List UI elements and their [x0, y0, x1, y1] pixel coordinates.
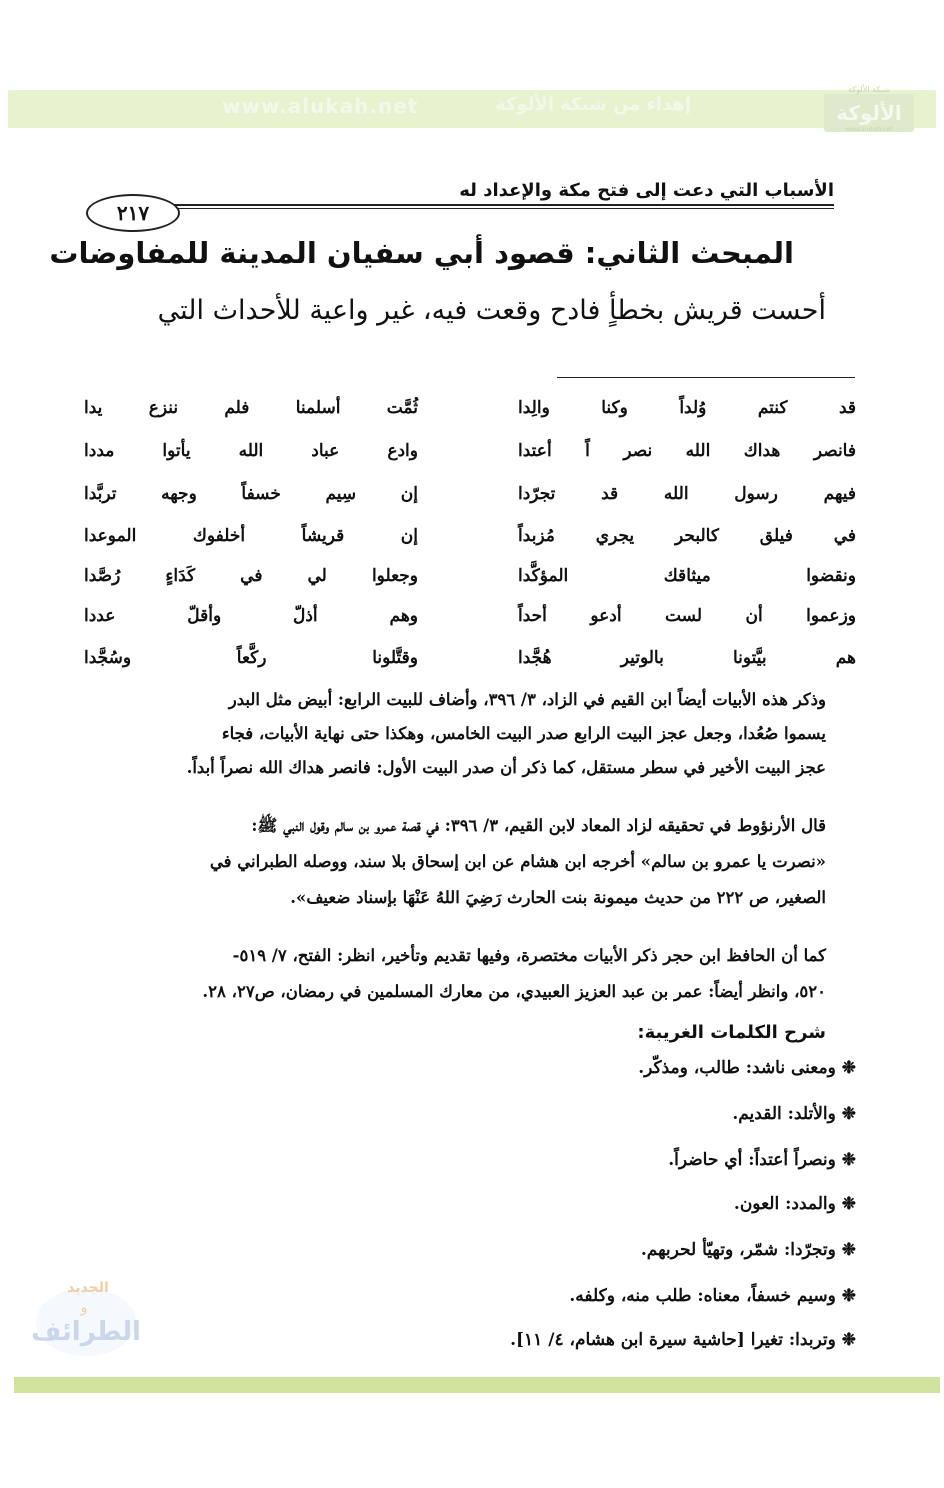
verse-word: بالوتير [620, 648, 664, 668]
verse-word: فيهم [823, 484, 856, 504]
note-line: عجز البيت الأخير في سطر مستقل، كما ذكر أن صدر البيت الأول: فانصر هداك الله نصراً أبداً. [186, 758, 826, 777]
verse-word: ننزع [148, 398, 179, 418]
verse-word: المؤكَّدا [518, 566, 569, 586]
verse-word: وقتَّلونا [372, 648, 418, 668]
verse-row [84, 566, 856, 600]
verse-word: الله [685, 441, 711, 461]
verse-word: هم [835, 648, 856, 668]
glossary-item: ❉ والمدد: العون. [733, 1194, 856, 1214]
verse-word: وادع [387, 441, 418, 461]
verse-word: قريشاً [301, 526, 345, 546]
verse-second-hemistich [84, 441, 418, 461]
banner-gift-text: إهداء من شبكة الألوكة [495, 94, 691, 115]
verse-row [84, 484, 856, 518]
verse-word: وجهه [161, 484, 197, 504]
watermark-logo [26, 1262, 146, 1362]
watermark-line: و [80, 1300, 88, 1316]
verse-word: في [833, 526, 856, 546]
verse-word: أن [745, 606, 763, 626]
verse-row [84, 441, 856, 475]
verse-first-hemistich [518, 606, 856, 626]
verse-word: تجرّدا [518, 484, 556, 504]
verse-word: والِدا [518, 398, 550, 418]
alukah-logo [820, 80, 918, 136]
verse-first-hemistich [518, 648, 856, 668]
verse-word: لي [307, 566, 327, 586]
note-line: يسموا صُعُدا، وجعل عجز البيت الرابع صدر البيت الخامس، وهكذا حتى نهاية الأبيات، فجاء [221, 724, 826, 743]
verse-word: وزعموا [806, 606, 856, 626]
verse-word: رسول [734, 484, 778, 504]
verse-first-hemistich [518, 398, 856, 418]
note-line: الصغير، ص ٢٢٢ من حديث ميمونة بنت الحارث رَضِيَ اللهُ عَنْهَا بإسناد ضعيف». [290, 888, 826, 907]
verse-word: اً [585, 441, 590, 461]
verse-word: وجعلوا [371, 566, 418, 586]
verse-word: الموعدا [84, 526, 137, 546]
verse-row [84, 398, 856, 432]
verse-word: ركَّعاً [236, 648, 267, 668]
verse-word: إن [400, 526, 418, 546]
verse-word: في [240, 566, 263, 586]
verse-word: أحداً [518, 606, 547, 626]
note-line: قال الأرنؤوط في تحقيقه لزاد المعاد لابن القيم، ٣/ ٣٩٦: في قصة عمرو بن سالم وقول النبي ﷺ: [251, 816, 826, 835]
verse-word: يجري [595, 526, 635, 546]
verse-word: أخلفوك [192, 526, 246, 546]
verse-word: كنتم [757, 398, 788, 418]
verse-first-hemistich [518, 566, 856, 586]
logo-caption: شبكة الألوكة [848, 85, 890, 94]
glossary-item: ❉ والأتلد: القديم. [732, 1104, 856, 1124]
note-line: ٥٢٠، وانظر أيضاً: عمر بن عبد العزيز العبيدي، من معارك المسلمين في رمضان، ص٢٧، ٢٨. [202, 982, 826, 1001]
bottom-bar [14, 1377, 940, 1393]
banner-url: www.alukah.net [222, 94, 419, 118]
verse-word: وكنا [601, 398, 628, 418]
verse-word: الله [238, 441, 264, 461]
verse-word: أسلمنا [295, 398, 341, 418]
verse-second-hemistich [84, 398, 418, 418]
running-head: الأسباب التي دعت إلى فتح مكة والإعداد له [459, 180, 834, 201]
verse-first-hemistich [518, 484, 856, 504]
logo-wordmark: الألوكة [836, 101, 902, 125]
verse-word: يدا [84, 398, 103, 418]
page-number: ٢١٧ [86, 194, 180, 232]
verse-word: وهم [389, 606, 418, 626]
verse-word: فيلق [759, 526, 793, 546]
verse-word: كالبحر [675, 526, 719, 546]
glossary-title: شرح الكلمات الغريبة: [637, 1022, 826, 1043]
note-line: «نصرت يا عمرو بن سالم» أخرجه ابن هشام عن ابن إسحاق بلا سند، ووصله الطبراني في [209, 852, 826, 871]
verse-word: عددا [84, 606, 116, 626]
verse-first-hemistich [518, 441, 856, 461]
verse-word: مُزبداً [518, 526, 555, 546]
verse-word: الله [663, 484, 689, 504]
verse-word: رُصَّدا [84, 566, 121, 586]
verse-row [84, 648, 856, 682]
verse-word: وأقلّ [187, 606, 222, 626]
verse-second-hemistich [84, 526, 418, 546]
verse-word: خسفاً [241, 484, 281, 504]
verse-row [84, 526, 856, 560]
verse-second-hemistich [84, 648, 418, 668]
glossary-item: ❉ وسيم خسفاً، معناه: طلب منه، وكلفه. [569, 1286, 856, 1306]
verse-second-hemistich [84, 606, 418, 626]
logo-url: www.alukah.net [845, 126, 893, 133]
verse-word: هُجَّدا [518, 648, 552, 668]
verse-word: هداك [743, 441, 781, 461]
verse-word: ثُمَّت [386, 398, 418, 418]
verse-word: عباد [311, 441, 340, 461]
verse-word: لست [664, 606, 703, 626]
verse-word: قد [601, 484, 619, 504]
verse-word: أعتدا [518, 441, 552, 461]
verse-word: ونقضوا [806, 566, 856, 586]
verse-word: وُلداً [679, 398, 707, 418]
glossary-item: ❉ ونصراً أعتداً: أي حاضراً. [668, 1150, 856, 1170]
glossary-item: ❉ ومعنى ناشد: طالب، ومذكّر. [638, 1058, 856, 1078]
verse-word: كَدَاءٍ [165, 566, 196, 586]
note-line: وذكر هذه الأبيات أيضاً ابن القيم في الزاد، ٣/ ٣٩٦، وأضاف للبيت الرابع: أبيض مثل البدر [228, 690, 826, 709]
verse-word: فانصر [813, 441, 856, 461]
verse-word: أدعو [590, 606, 622, 626]
watermark-line: الطرائف [31, 1317, 141, 1347]
glossary-item: ❉ وتربدا: تغيرا [حاشية سيرة ابن هشام، ٤/ ١١]. [510, 1330, 856, 1350]
verse-word: أذلّ [293, 606, 318, 626]
verse-word: فلم [224, 398, 250, 418]
header-rule [168, 204, 834, 209]
chapter-heading: المبحث الثاني: قصود أبي سفيان المدينة للمفاوضات [49, 236, 794, 270]
note-line: كما أن الحافظ ابن حجر ذكر الأبيات مختصرة، وفيها تقديم وتأخير، انظر: الفتح، ٧/ ٥١٩- [232, 946, 826, 965]
verse-second-hemistich [84, 566, 418, 586]
watermark-line: الجديد [67, 1280, 109, 1296]
verse-word: سِيم [325, 484, 357, 504]
footnote-rule [557, 377, 855, 378]
verse-word: بيَّتونا [732, 648, 767, 668]
verse-row [84, 606, 856, 640]
verse-word: نصر [623, 441, 653, 461]
intro-line: أحست قريش بخطأٍ فادح وقعت فيه، غير واعية للأحداث التي [157, 295, 826, 326]
verse-word: تربَّدا [84, 484, 117, 504]
verse-first-hemistich [518, 526, 856, 546]
top-banner [8, 90, 936, 128]
verse-word: مددا [84, 441, 115, 461]
verse-word: قد [838, 398, 856, 418]
verse-word: إن [400, 484, 418, 504]
verse-word: ميثاقك [663, 566, 711, 586]
verse-second-hemistich [84, 484, 418, 504]
verse-word: وسُجَّدا [84, 648, 132, 668]
verse-word: يأتوا [162, 441, 191, 461]
glossary-item: ❉ وتجرّدا: شمّر، وتهيّأ لحربهم. [640, 1240, 856, 1260]
